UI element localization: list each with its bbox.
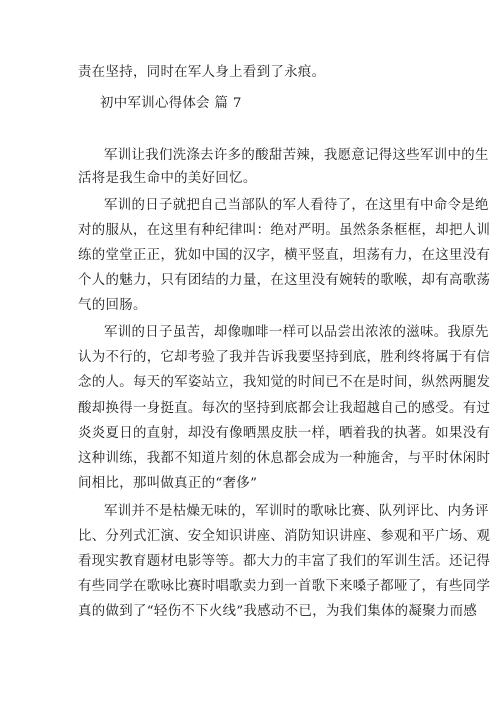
paragraph-line: 军训并不是枯燥无味的，军训时的歌咏比赛、队列评比、内务评 bbox=[104, 504, 489, 519]
paragraph-line: 有些同学在歌咏比赛时唱歌卖力到一首歌下来嗓子都哑了，有些同学 bbox=[78, 579, 491, 594]
paragraph-line: 活将是我生命中的美好回忆。 bbox=[78, 171, 257, 186]
body-text-line: 责在坚持，同时在军人身上看到了永痕。 bbox=[78, 65, 326, 80]
paragraph-line: 比、分列式汇演、安全知识讲座、消防知识讲座、参观和平广场、观 bbox=[78, 529, 491, 544]
paragraph-line: 气的回肠。 bbox=[78, 298, 147, 313]
paragraph-line: 间相比，那叫做真正的“奢侈” bbox=[78, 476, 258, 491]
paragraph-line: 个人的魅力，只有团结的力量，在这里没有婉转的歌喉，却有高歌荡 bbox=[78, 273, 491, 288]
section-heading: 初中军训心得体会 篇 7 bbox=[100, 96, 242, 111]
paragraph-line: 军训的日子就把自己当部队的军人看待了，在这里有中命令是绝 bbox=[104, 198, 489, 213]
paragraph-line: 念的人。每天的军姿站立，我知觉的时间已不在是时间，纵然两腿发 bbox=[78, 375, 491, 390]
paragraph-line: 这种训练，我都不知道片刻的休息都会成为一种施舍，与平时休闲时 bbox=[78, 451, 491, 466]
paragraph-line: 军训让我们洗涤去许多的酸甜苦辣，我愿意记得这些军训中的生 bbox=[104, 148, 489, 163]
paragraph-line: 认为不行的，它却考验了我并告诉我要坚持到底，胜利终将属于有信 bbox=[78, 350, 491, 365]
paragraph-line: 对的服从，在这里有种纪律叫：绝对严明。虽然条条框框，却把人训 bbox=[78, 223, 491, 238]
paragraph-line: 看现实教育题材电影等等。都大力的丰富了我们的军训生活。还记得 bbox=[78, 554, 491, 569]
paragraph-line: 军训的日子虽苦，却像咖啡一样可以品尝出浓浓的滋味。我原先 bbox=[104, 325, 489, 340]
paragraph-line: 真的做到了“轻伤不下火线”我感动不已，为我们集体的凝聚力而感 bbox=[78, 604, 478, 619]
paragraph-line: 酸却换得一身挺直。每次的坚持到底都会让我超越自己的感受。有过 bbox=[78, 401, 491, 416]
paragraph-line: 炎炎夏日的直射，却没有像晒黑皮肤一样，晒着我的执著。如果没有 bbox=[78, 426, 491, 441]
paragraph-line: 练的堂堂正正，犹如中国的汉字，横平竖直，坦荡有力，在这里没有 bbox=[78, 248, 491, 263]
